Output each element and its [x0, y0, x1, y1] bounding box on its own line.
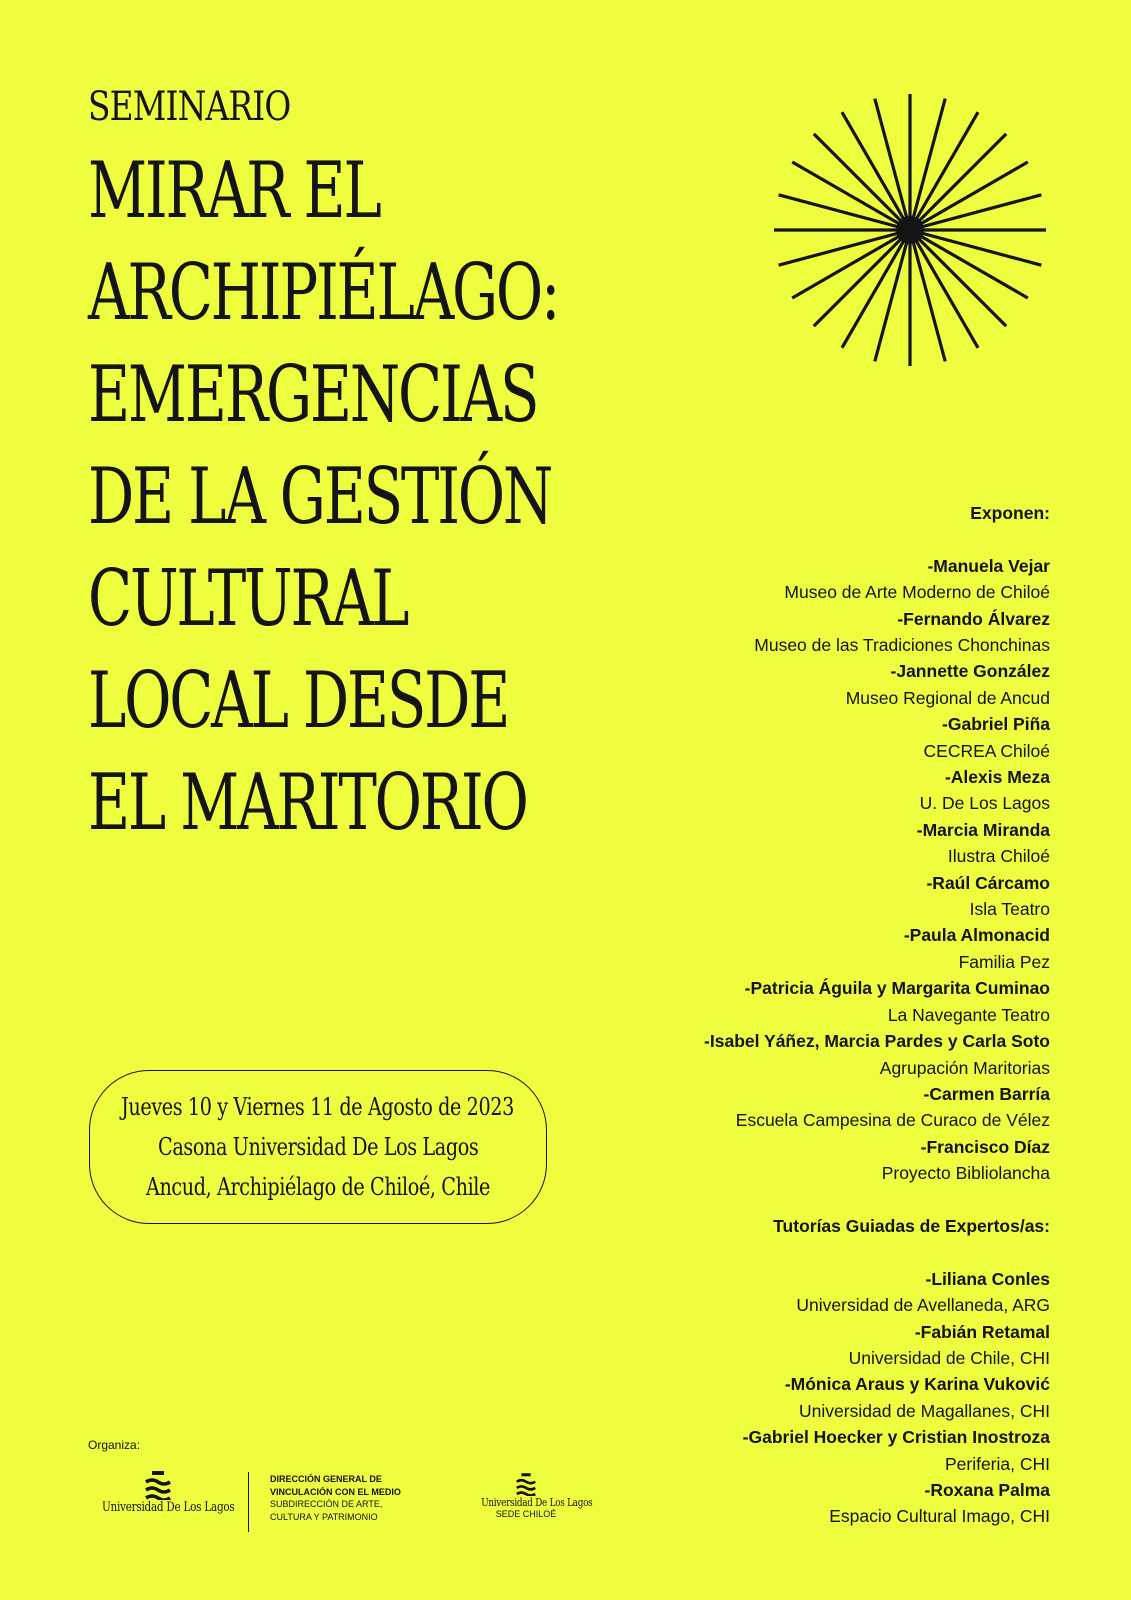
- speakers-list: [704, 500, 1050, 1530]
- tutor-institution: Periferia, CHI: [944, 1453, 1050, 1474]
- speaker-name: -Patricia Águila y Margarita Cuminao: [744, 978, 1050, 999]
- speaker-institution: La Navegante Teatro: [887, 1004, 1050, 1025]
- dg-line: SUBDIRECCIÓN DE ARTE,: [270, 1499, 383, 1509]
- speaker-institution: Isla Teatro: [969, 899, 1050, 920]
- speaker-institution: Ilustra Chiloé: [947, 846, 1050, 867]
- speaker-name: -Gabriel Piña: [942, 714, 1050, 735]
- tutor-name: -Roxana Palma: [924, 1479, 1050, 1500]
- event-date: Jueves 10 y Viernes 11 de Agosto de 2023: [121, 1093, 515, 1121]
- speaker-name: -Jannette González: [890, 661, 1050, 682]
- dg-line: CULTURA Y PATRIMONIO: [270, 1511, 378, 1522]
- tutor-name: -Gabriel Hoecker y Cristian Inostroza: [742, 1427, 1050, 1448]
- tutor-institution: Universidad de Avellaneda, ARG: [796, 1295, 1050, 1316]
- speaker-institution: CECREA Chiloé: [923, 740, 1050, 761]
- speaker-name: -Manuela Vejar: [927, 555, 1050, 576]
- dg-line: DIRECCIÓN GENERAL DE: [270, 1474, 382, 1484]
- speakers-heading: Exponen:: [970, 503, 1050, 523]
- ulagos-wave-icon: [145, 1470, 171, 1500]
- speaker-institution: Museo de las Tradiciones Chonchinas: [754, 635, 1050, 656]
- speaker-institution: Agrupación Maritorias: [879, 1057, 1050, 1078]
- title-line: EL MARITORIO: [88, 758, 527, 848]
- tutor-name: -Fabián Retamal: [914, 1321, 1050, 1342]
- tutor-institution: Universidad de Chile, CHI: [848, 1347, 1050, 1368]
- page-title: [88, 140, 723, 854]
- tutor-name: -Mónica Araus y Karina Vuković: [784, 1374, 1050, 1395]
- speaker-institution: Escuela Campesina de Curaco de Vélez: [735, 1110, 1050, 1131]
- sede-logo-name: Universidad De Los Lagos: [481, 1496, 593, 1509]
- title-line: CULTURAL: [88, 554, 408, 644]
- tutor-institution: Espacio Cultural Imago, CHI: [829, 1506, 1050, 1527]
- organizers-label: Organiza:: [88, 1438, 141, 1452]
- speaker-name: -Marcia Miranda: [916, 819, 1050, 840]
- title-line: DE LA GESTIÓN: [88, 452, 552, 542]
- dg-line: VINCULACIÓN CON EL MEDIO: [270, 1486, 401, 1497]
- speaker-name: -Isabel Yáñez, Marcia Pardes y Carla Soto: [704, 1031, 1050, 1052]
- dg-vinculacion-logo: [270, 1473, 401, 1523]
- title-line: ARCHIPIÉLAGO:: [88, 248, 559, 338]
- tutor-institution: Universidad de Magallanes, CHI: [799, 1400, 1050, 1421]
- seminar-label: SEMINARIO: [88, 84, 291, 130]
- event-location: Ancud, Archipiélago de Chiloé, Chile: [145, 1173, 490, 1201]
- title-line: EMERGENCIAS: [88, 350, 538, 440]
- ulagos-logo: [88, 1470, 235, 1515]
- ulagos-wave-icon: [516, 1472, 536, 1496]
- event-venue: Casona Universidad De Los Lagos: [157, 1133, 479, 1161]
- ulagos-logo-name: Universidad De Los Lagos: [102, 1500, 235, 1515]
- speaker-name: -Francisco Díaz: [920, 1136, 1050, 1157]
- tutors-heading: Tutorías Guiadas de Expertos/as:: [773, 1215, 1050, 1236]
- speaker-institution: Museo Regional de Ancud: [845, 687, 1050, 708]
- sede-logo-sub: SEDE CHILOÉ: [495, 1509, 557, 1519]
- ulagos-sede-logo: [470, 1472, 593, 1519]
- speaker-institution: Familia Pez: [958, 951, 1050, 972]
- title-line: MIRAR EL: [88, 146, 380, 236]
- tutor-name: -Liliana Conles: [925, 1268, 1050, 1289]
- speaker-name: -Raúl Cárcamo: [926, 872, 1050, 893]
- sunburst-icon: [770, 90, 1050, 370]
- event-info-box: [89, 1070, 547, 1224]
- title-line: LOCAL DESDE: [88, 656, 509, 746]
- speaker-institution: Proyecto Bibliolancha: [881, 1163, 1050, 1184]
- speaker-name: -Fernando Álvarez: [897, 608, 1050, 629]
- speaker-name: -Paula Almonacid: [903, 925, 1050, 946]
- speaker-institution: Museo de Arte Moderno de Chiloé: [784, 582, 1050, 603]
- speaker-institution: U. De Los Lagos: [919, 793, 1050, 814]
- speaker-name: -Carmen Barría: [923, 1083, 1050, 1104]
- logo-divider: [248, 1472, 249, 1532]
- speaker-name: -Alexis Meza: [944, 767, 1050, 788]
